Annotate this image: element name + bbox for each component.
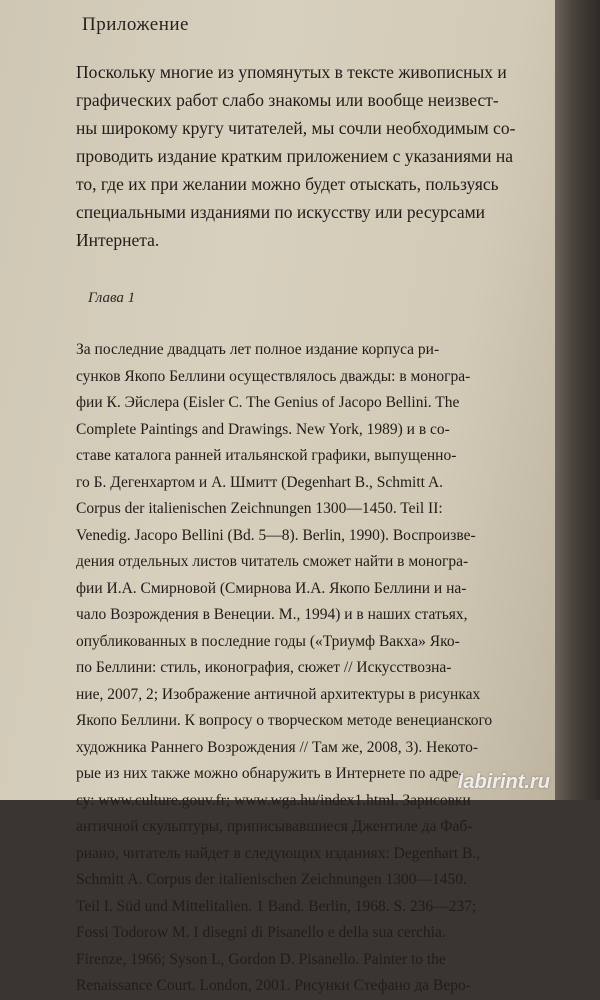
text-line: За последние двадцать лет полное издание корпуса ри- xyxy=(76,341,440,358)
book-gutter xyxy=(555,0,600,800)
text-line: ставе каталога ранней итальянской графики, выпущенно- xyxy=(76,447,457,464)
text-line: ние, 2007, 2; Изображение античной архитектуры в рисунках xyxy=(76,685,481,703)
text-line: Renaissance Court. London, 2001. Рисунки Стефано да Веро- xyxy=(76,977,471,994)
text-line: го Б. Дегенхартом и А. Шмитт (Degenhart B., Schmitt A. xyxy=(76,473,444,491)
text-line: Schmitt A. Corpus der italienischen Zeichnungen 1300—1450. xyxy=(76,871,467,888)
text-line: графических работ слабо знакомы или вообще неизвест- xyxy=(76,90,499,110)
text-line: античной скульптуры, приписывавшиеся Джентиле да Фаб- xyxy=(76,818,473,835)
text-line: Venedig. Jacopo Bellini (Bd. 5—8). Berlin, 1990). Воспроизве- xyxy=(76,526,476,544)
text-line: чало Возрождения в Венеции. М., 1994) и в наших статьях, xyxy=(76,606,468,623)
text-line: Поскольку многие из упомянутых в тексте живописных и xyxy=(76,62,507,82)
text-line: проводить издание кратким приложением с указаниями на xyxy=(76,146,513,166)
text-line: Corpus der italienischen Zeichnungen 1300—1450. Teil II: xyxy=(76,500,443,517)
text-line: су: www.culture.gouv.fr; www.wga.hu/index1.html. Зарисовки xyxy=(76,791,471,809)
intro-paragraph xyxy=(76,58,546,254)
text-line: то, где их при желании можно будет отыскать, пользуясь xyxy=(76,174,499,194)
page-title: Приложение xyxy=(82,14,189,35)
text-line: сунков Якопо Беллини осуществлялось дважды: в моногра- xyxy=(76,367,471,385)
text-line: рые из них также можно обнаружить в Интернете по адре- xyxy=(76,765,464,782)
text-line: Teil I. Süd und Mittelitalien. 1 Band. Berlin, 1968. S. 236—237; xyxy=(76,897,477,915)
page-content xyxy=(76,14,546,1000)
text-line: дения отдельных листов читатель сможет найти в моногра- xyxy=(76,553,469,570)
text-line: по Беллини: стиль, иконография, сюжет // Искусствозна- xyxy=(76,659,452,676)
text-line: Якопо Беллини. К вопросу о творческом методе венецианского xyxy=(76,712,493,729)
text-line: Fossi Todorow M. I disegni di Pisanello e della sua cerchia. xyxy=(76,924,446,941)
text-line: опубликованных в последние годы («Триумф Вакха» Яко- xyxy=(76,632,460,650)
text-line: Complete Paintings and Drawings. New York, 1989) и в со- xyxy=(76,420,450,438)
text-line: художника Раннего Возрождения // Там же, 2008, 3). Некото- xyxy=(76,738,479,756)
text-line: специальными изданиями по искусству или ресурсами xyxy=(76,202,486,222)
text-line: риано, читатель найдет в следующих изданиях: Degenhart B., xyxy=(76,844,481,862)
watermark-logo: labirint.ru xyxy=(457,771,550,793)
text-line: фии И.А. Смирновой (Смирнова И.А. Якопо Беллини и на- xyxy=(76,579,467,597)
text-line: Интернета. xyxy=(76,230,160,250)
text-line: Firenze, 1966; Syson L, Gordon D. Pisanello. Painter to the xyxy=(76,950,446,968)
chapter-body xyxy=(76,337,546,1000)
text-line: ны широкому кругу читателей, мы сочли необходимым со- xyxy=(76,118,516,138)
chapter-heading: Глава 1 xyxy=(88,290,136,306)
text-line: фии К. Эйслера (Eisler C. The Genius of Jacopo Bellini. The xyxy=(76,394,460,411)
